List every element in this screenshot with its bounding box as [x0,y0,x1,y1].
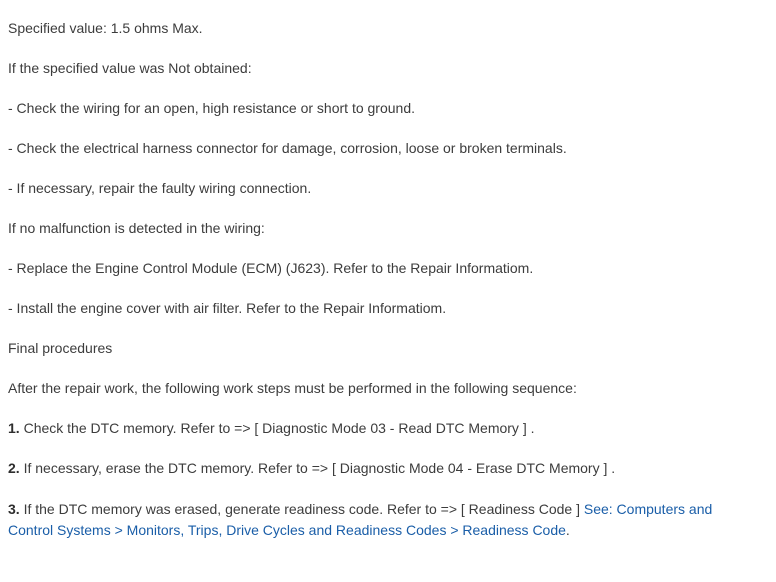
step-1 [8,419,535,437]
not-obtained-text: If the specified value was Not obtained: [8,60,252,76]
step-text: If the DTC memory was erased, generate readiness code. Refer to => [ Readiness Code ] [19,501,584,517]
step-tail: . [565,522,570,538]
specified-value-text: Specified value: 1.5 ohms Max. [8,20,203,36]
check-connector-item: - Check the electrical harness connector for damage, corrosion, loose or broken terminals. [8,140,567,156]
check-wiring-item: - Check the wiring for an open, high resistance or short to ground. [8,100,415,116]
final-procedures-heading: Final procedures [8,340,113,356]
step-number: 1. [8,420,20,436]
no-malfunction-text: If no malfunction is detected in the wiring: [8,220,265,236]
after-repair-text: After the repair work, the following work steps must be performed in the following sequence: [8,380,577,396]
replace-ecm-item: - Replace the Engine Control Module (ECM) (J623). Refer to the Repair Informatiom. [8,260,534,276]
step-2 [8,459,615,477]
step-number: 3. [8,501,20,517]
readiness-code-link[interactable]: See: Computers and Control Systems > Monitors, Trips, Drive Cycles and Readiness Codes > Readiness Code [8,501,713,538]
repair-wiring-item: - If necessary, repair the faulty wiring connection. [8,180,312,196]
install-cover-item: - Install the engine cover with air filter. Refer to the Repair Informatiom. [8,300,447,316]
step-text: If necessary, erase the DTC memory. Refer to => [ Diagnostic Mode 04 - Erase DTC Memory ] . [19,460,616,476]
step-3 [8,499,760,541]
step-number: 2. [8,460,20,476]
step-text: Check the DTC memory. Refer to => [ Diagnostic Mode 03 - Read DTC Memory ] . [19,420,535,436]
